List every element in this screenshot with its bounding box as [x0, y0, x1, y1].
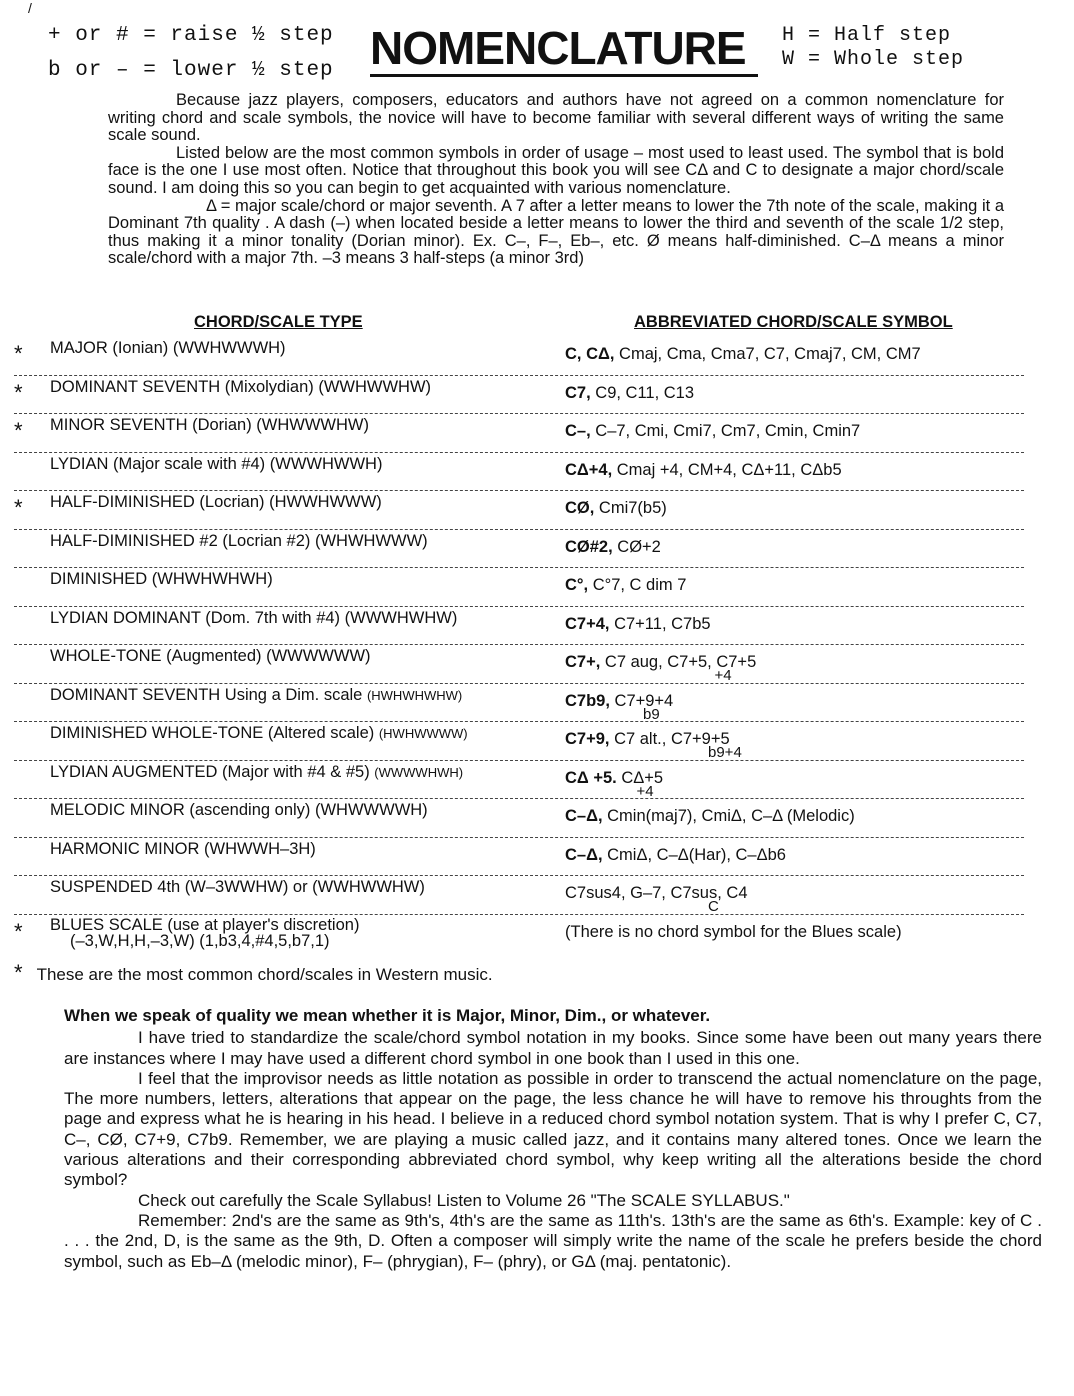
scale-type-label: BLUES SCALE (use at player's discretion) — [50, 915, 360, 934]
table-row — [14, 876, 1024, 915]
scale-type-label: WHOLE-TONE (Augmented) (WWWWWW) — [50, 647, 371, 665]
scale-type-label: MINOR SEVENTH (Dorian) (WHWWWHW) — [50, 416, 369, 434]
scale-type — [50, 840, 316, 859]
scale-type — [50, 378, 431, 397]
scale-table — [14, 337, 1024, 955]
scale-type — [50, 917, 359, 949]
scale-type — [50, 609, 457, 628]
table-row — [14, 568, 1024, 607]
row-star: * — [14, 918, 23, 944]
scale-type — [50, 416, 369, 435]
legend-lower: b or – = lower ½ step — [48, 59, 334, 82]
preferred-symbol: C–, — [565, 422, 591, 440]
scale-type-steps: (HWHWWWW) — [378, 726, 468, 741]
table-row — [14, 799, 1024, 838]
table-row — [14, 414, 1024, 453]
footnote-star: * — [14, 960, 23, 985]
footnote — [14, 960, 493, 986]
scale-type-label: HARMONIC MINOR (WHWWH–3H) — [50, 839, 316, 858]
intro-paragraph: Δ = major scale/chord or major seventh. A 7 after a letter means to lower the 7th note of the scale, making it a Dominant 7th quality . A dash (–) when located beside a letter means to lower the third and seventh of the scale 1/2 step, thus making it a minor tonality (Dorian minor). Ex. C–, F–, Eb–, etc. Ø means half-diminished. C–Δ means a minor scale/chord with a major 7th. –3 means 3 half-steps (a minor 3rd) — [108, 196, 1004, 268]
alternate-symbols: CmiΔ, C–Δ(Har), C–Δb6 — [602, 845, 786, 864]
footnote-text: These are the most common chord/scales in Western music. — [36, 965, 493, 984]
table-row — [14, 530, 1024, 569]
legend-half-step: H = Half step — [782, 24, 952, 47]
table-row — [14, 337, 1024, 376]
chord-symbol — [565, 461, 842, 480]
legend-whole-step: W = Whole step — [782, 48, 965, 71]
scale-type — [50, 339, 286, 358]
chord-symbol — [565, 576, 686, 595]
alternate-symbols: Cmi7(b5) — [594, 499, 667, 517]
scale-type-label: HALF-DIMINISHED (Locrian) (HWWHWWW) — [50, 493, 382, 511]
scale-type — [50, 686, 462, 705]
table-row — [14, 838, 1024, 877]
body-paragraph: Remember: 2nd's are the same as 9th's, 4th's are the same as 11th's. 13th's are the same as 6th's. Example: key of C . . . . the 2nd, D, is the same as the 9th, D. Often a composer will simply write the name of the scale he prefers beside the chord symbol, such as Eb–Δ (melodic minor), F– (phrygian), F– (phry), or GΔ (maj. pentatonic). — [64, 1210, 1042, 1271]
alternate-symbols: C7sus4, G–7, C7sus, C4 — [565, 884, 748, 902]
chord-symbol — [565, 538, 661, 557]
body-text — [64, 1006, 1042, 1272]
preferred-symbol: C–Δ, — [565, 845, 603, 864]
row-star: * — [14, 341, 23, 366]
scale-type-steps: (WWWWHWH) — [374, 764, 464, 780]
scale-type-label: MAJOR (Ionian) (WWHWWWH) — [50, 339, 286, 357]
row-star: * — [14, 379, 23, 405]
body-paragraph: I feel that the improvisor needs as little notation as possible in order to transcend the actual nomenclature on the page, The more numbers, letters, alterations that appear on the page, the less chance he will have to remove his throughts from the page and express what he is hearing in his head. I believe in a reduced chord symbol notation system. That is why I prefer C, C7, C–, CØ, C7+9, C7b9. Remember, we are playing a music called jazz, and it contains many altered tones. Once we learn the various alterations and their corresponding abbreviated chord symbol, why keep writing all the alterations beside the chord symbol? — [64, 1068, 1042, 1190]
chord-symbol — [565, 807, 855, 826]
chord-symbol — [565, 615, 711, 634]
intro-text — [108, 92, 1004, 268]
table-row — [14, 453, 1024, 492]
alternate-symbols: Cmaj, Cma, Cma7, C7, Cmaj7, CM, CM7 — [614, 345, 921, 363]
table-row — [14, 915, 1024, 955]
scale-type-label: DIMINISHED (WHWHWHWH) — [50, 570, 273, 588]
symbol-subscript: +4 — [636, 782, 654, 800]
preferred-symbol: C–Δ, — [565, 807, 603, 825]
alternate-symbols: C9, C11, C13 — [590, 383, 695, 402]
legend-raise: + or # = raise ½ step — [48, 24, 334, 47]
chord-symbol — [565, 923, 902, 942]
row-star: * — [14, 495, 23, 520]
chord-symbol — [565, 345, 921, 364]
alternate-symbols: C7 aug, C7+5, C7+5 — [600, 653, 757, 671]
table-row — [14, 645, 1024, 684]
symbol-subscript: b9 — [643, 705, 660, 723]
scale-type-label: LYDIAN AUGMENTED (Major with #4 & #5) — [50, 762, 370, 781]
alternate-symbols: C°7, C dim 7 — [588, 576, 687, 594]
scale-type-steps: (HWHWHWHW) — [366, 687, 463, 703]
table-row — [14, 607, 1024, 646]
alternate-symbols: Cmin(maj7), CmiΔ, C–Δ (Melodic) — [602, 807, 855, 825]
chord-symbol — [565, 846, 786, 865]
scale-type — [50, 763, 463, 782]
scale-type — [50, 878, 425, 897]
alternate-symbols: CΔ+5 — [616, 768, 664, 787]
symbol-subscript: +4 — [714, 667, 732, 684]
scale-type-label: SUSPENDED 4th (W–3WWHW) or (WWHWWHW) — [50, 878, 425, 896]
scale-type-label: DIMINISHED WHOLE-TONE (Altered scale) — [50, 724, 375, 742]
scale-type — [50, 455, 382, 474]
scale-type — [50, 647, 371, 666]
quality-heading: When we speak of quality we mean whether it is Major, Minor, Dim., or whatever. — [64, 1006, 711, 1025]
column-header-type: CHORD/SCALE TYPE — [194, 313, 363, 331]
scale-type-formula: (–3,W,H,H,–3,W) (1,b3,4,#4,5,b7,1) — [70, 931, 330, 950]
scale-type-label: LYDIAN DOMINANT (Dom. 7th with #4) (WWWHWHW) — [50, 608, 458, 627]
preferred-symbol: C7+, — [565, 653, 601, 671]
table-row — [14, 722, 1024, 761]
scale-type — [50, 532, 428, 551]
preferred-symbol: CΔ+4, — [565, 460, 613, 479]
symbol-subscript: b9+4 — [708, 744, 742, 761]
preferred-symbol: C7+9, — [565, 730, 610, 748]
preferred-symbol: C7b9, — [565, 691, 610, 710]
scale-type — [50, 493, 382, 512]
alternate-symbols: C–7, Cmi, Cmi7, Cm7, Cmin, Cmin7 — [590, 422, 861, 440]
body-paragraph: Check out carefully the Scale Syllabus! Listen to Volume 26 "The SCALE SYLLABUS." — [138, 1190, 790, 1210]
scale-type-label: LYDIAN (Major scale with #4) (WWWHWWH) — [50, 454, 383, 473]
body-paragraph: I have tried to standardize the scale/chord symbol notation in my books. Since some have been out many years there are instances where I may have used a different chord symbol in one book than I used in this one. — [64, 1028, 1042, 1068]
legend-left — [48, 18, 334, 88]
corner-mark: / — [28, 0, 32, 16]
table-row — [14, 376, 1024, 415]
symbol-subscript: C — [708, 898, 719, 915]
scale-type-label: DOMINANT SEVENTH Using a Dim. scale — [50, 685, 363, 704]
alternate-symbols: Cmaj +4, CM+4, CΔ+11, CΔb5 — [612, 460, 842, 479]
alternate-symbols: C7+9+4 — [609, 691, 674, 710]
intro-paragraph: Listed below are the most common symbols in order of usage – most used to least used. The symbol that is bold face is the one I use most often. Notice that throughout this book you will see CΔ and C to designate a major chord/scale sound. I am doing this so you can begin to get acquainted with various nomenclature. — [108, 143, 1004, 197]
preferred-symbol: C7+4, — [565, 614, 610, 633]
preferred-symbol: C, CΔ, — [565, 345, 615, 363]
chord-symbol — [565, 384, 694, 403]
alternate-symbols: C7 alt., C7+9+5 — [609, 730, 730, 748]
scale-type-label: HALF-DIMINISHED #2 (Locrian #2) (WHWHWWW) — [50, 531, 428, 550]
table-row — [14, 684, 1024, 723]
scale-type — [50, 570, 273, 589]
page-title: NOMENCLATURE — [370, 24, 758, 77]
intro-paragraph: Because jazz players, composers, educators and authors have not agreed on a common nomenclature for writing chord and scale symbols, the novice will have to become familiar with several different ways of writing the same scale sound. — [108, 91, 1004, 145]
preferred-symbol: C7, — [565, 383, 591, 402]
preferred-symbol: CØ#2, — [565, 537, 613, 556]
chord-symbol — [565, 730, 730, 749]
scale-type-label: DOMINANT SEVENTH (Mixolydian) (WWHWWHW) — [50, 377, 432, 396]
scale-type-label: MELODIC MINOR (ascending only) (WHWWWWH) — [50, 801, 428, 819]
preferred-symbol: C°, — [565, 576, 589, 594]
alternate-symbols: (There is no chord symbol for the Blues scale) — [565, 922, 902, 941]
alternate-symbols: C7+11, C7b5 — [609, 614, 711, 633]
scale-type — [50, 724, 468, 743]
column-header-symbol: ABBREVIATED CHORD/SCALE SYMBOL — [634, 313, 953, 331]
chord-symbol — [565, 884, 748, 903]
scale-type — [50, 801, 428, 820]
alternate-symbols: CØ+2 — [612, 537, 661, 556]
legend-right — [782, 24, 964, 72]
preferred-symbol: CØ, — [565, 499, 595, 517]
chord-symbol — [565, 422, 860, 441]
table-row — [14, 761, 1024, 800]
row-star: * — [14, 418, 23, 443]
table-row — [14, 491, 1024, 530]
preferred-symbol: CΔ +5. — [565, 768, 617, 787]
chord-symbol — [565, 499, 667, 518]
